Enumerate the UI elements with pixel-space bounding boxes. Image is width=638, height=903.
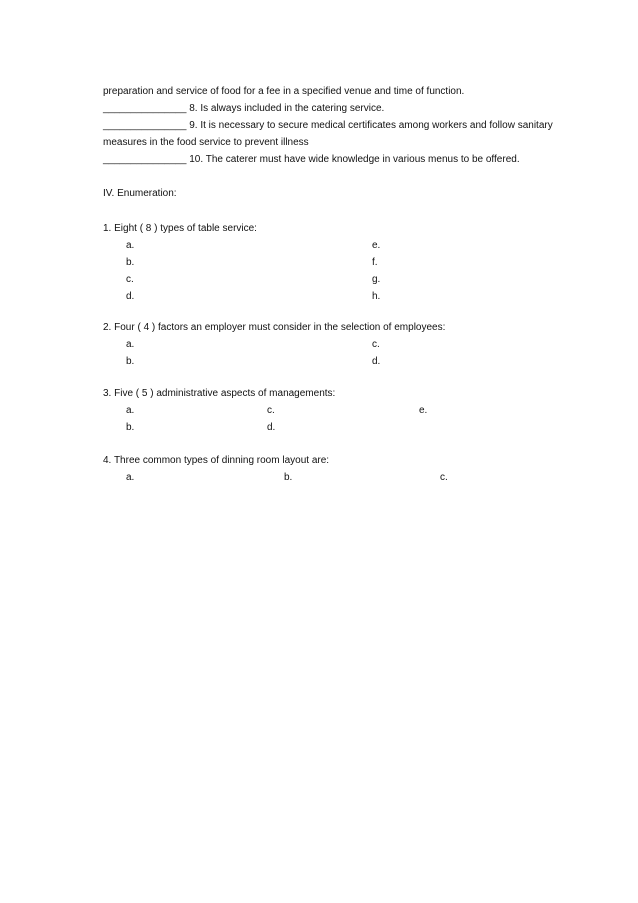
question-9 — [103, 120, 553, 132]
option-label: a. — [126, 339, 135, 350]
option-label: e. — [372, 240, 381, 251]
enumeration-prompt-4: 4. Three common types of dinning room layout are: — [103, 455, 330, 466]
option-label: c. — [372, 339, 380, 350]
option-label: c. — [267, 405, 275, 416]
option-label: d. — [267, 422, 276, 433]
option-label: a. — [126, 405, 135, 416]
option-label: e. — [419, 405, 428, 416]
option-label: d. — [372, 356, 381, 367]
option-label: g. — [372, 274, 381, 285]
question-8 — [103, 103, 384, 115]
option-label: b. — [284, 472, 293, 483]
answer-blank: _______________ — [103, 154, 187, 165]
option-label: c. — [440, 472, 448, 483]
paragraph-continuation: preparation and service of food for a fee in a specified venue and time of function. — [103, 86, 465, 97]
answer-blank: _______________ — [103, 120, 187, 131]
section-heading: IV. Enumeration: — [103, 188, 177, 199]
question-text: 9. It is necessary to secure medical certificates among workers and follow sanitary — [189, 120, 553, 131]
question-text: 10. The caterer must have wide knowledge in various menus to be offered. — [189, 154, 520, 165]
option-label: f. — [372, 257, 378, 268]
option-label: h. — [372, 291, 381, 302]
option-label: b. — [126, 257, 135, 268]
answer-blank: _______________ — [103, 103, 187, 114]
enumeration-prompt-2: 2. Four ( 4 ) factors an employer must consider in the selection of employees: — [103, 322, 446, 333]
option-label: a. — [126, 240, 135, 251]
option-label: d. — [126, 291, 135, 302]
option-label: a. — [126, 472, 135, 483]
question-10 — [103, 154, 520, 166]
enumeration-prompt-1: 1. Eight ( 8 ) types of table service: — [103, 223, 257, 234]
enumeration-prompt-3: 3. Five ( 5 ) administrative aspects of managements: — [103, 388, 336, 399]
option-label: b. — [126, 422, 135, 433]
option-label: c. — [126, 274, 134, 285]
option-label: b. — [126, 356, 135, 367]
question-text: 8. Is always included in the catering service. — [189, 103, 385, 114]
question-9-continuation: measures in the food service to prevent illness — [103, 137, 309, 148]
